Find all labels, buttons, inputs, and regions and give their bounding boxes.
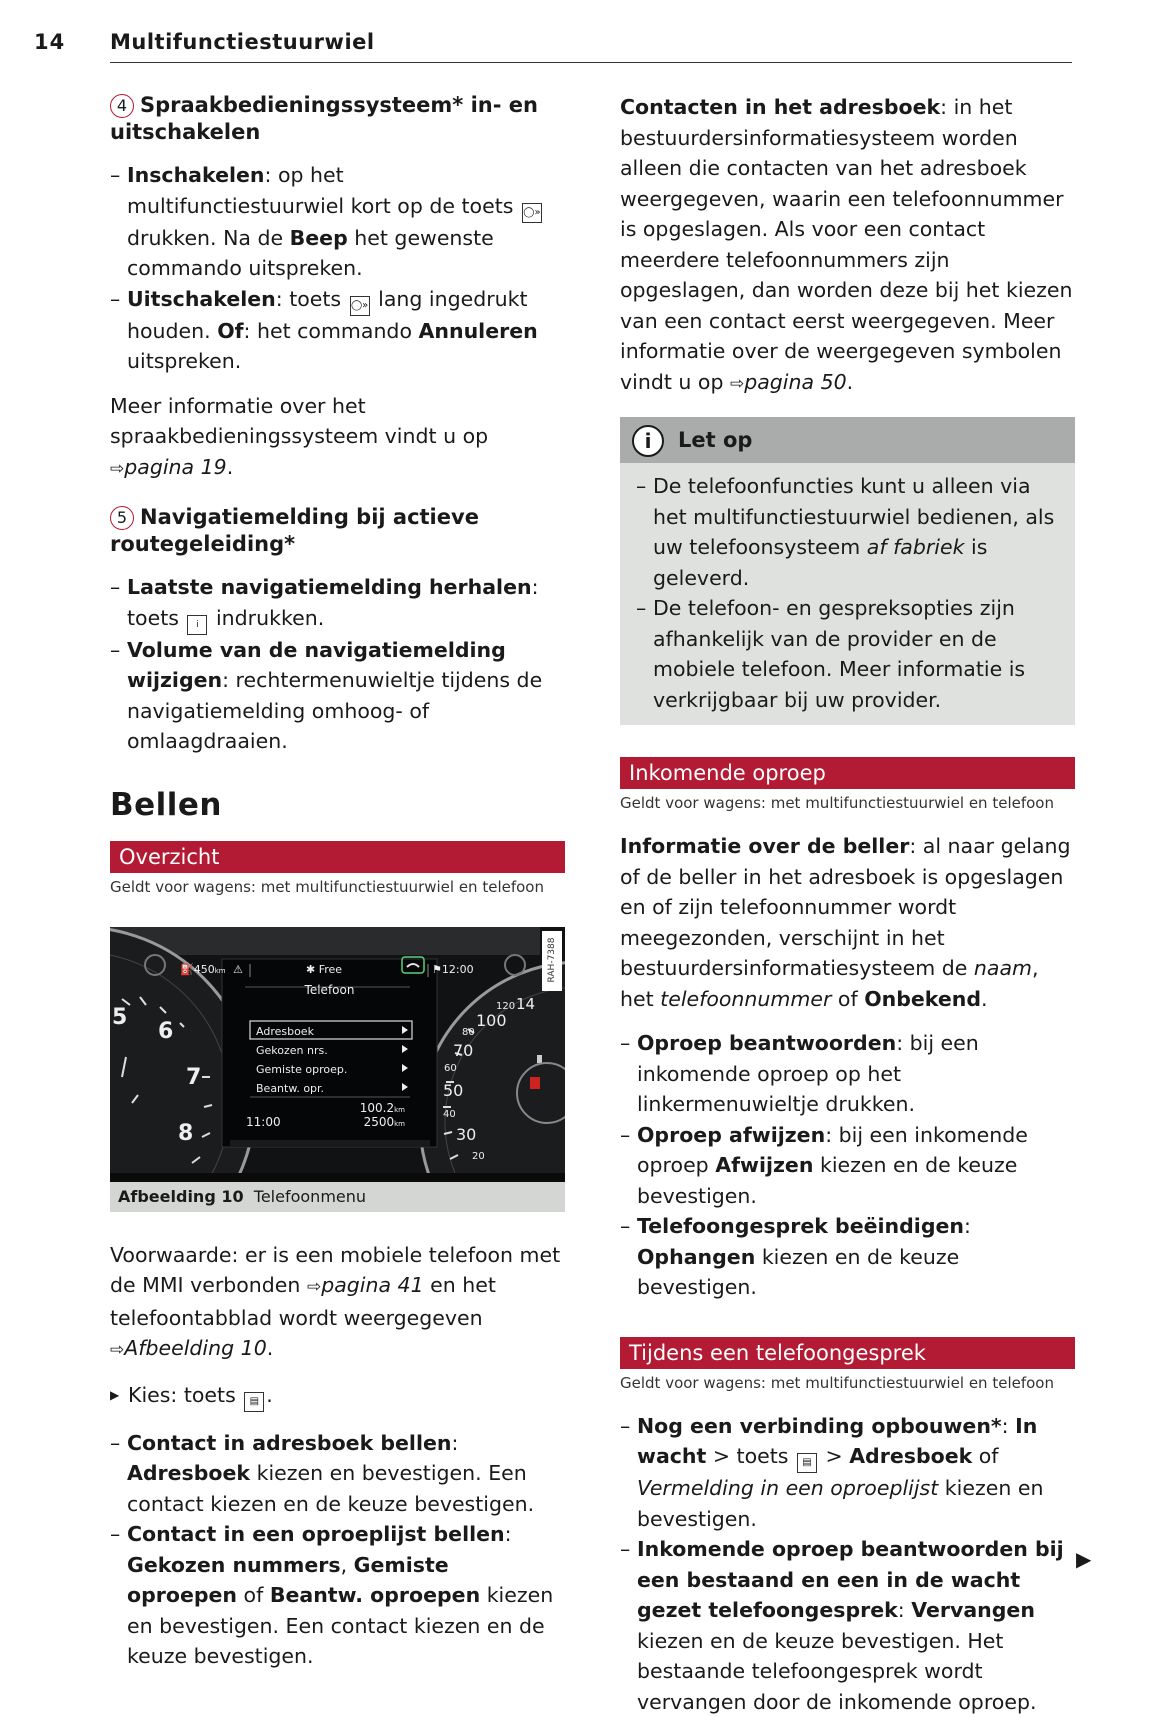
list-item: – De telefoonfuncties kunt u alleen via het multifunctiestuurwiel bedienen, als uw telefoonsysteem af fabriek is geleverd. — [636, 471, 1059, 593]
bellen-list — [110, 1428, 565, 1672]
list-item: – Contact in een oproeplijst bellen: Gekozen nummers, Gemiste oproepen of Beantw. oproepen kiezen en bevestigen. Een contact kiezen en de keuze bevestigen. — [110, 1519, 565, 1672]
more-info-voice: Meer informatie over het spraakbedieningssysteem vindt u op ⇨pagina 19. — [110, 391, 565, 485]
speed-label: 30 — [456, 1125, 476, 1144]
speed-label: 40 — [443, 1109, 456, 1120]
voice-key-icon: ◯» — [522, 203, 542, 223]
flag-icon: ⚑ — [432, 963, 442, 976]
applies-note: Geldt voor wagens: met multifunctiestuurwiel en telefoon — [110, 877, 565, 897]
page-ref-link[interactable]: pagina 41 — [321, 1273, 423, 1297]
page-ref-link[interactable]: pagina 50 — [744, 370, 846, 394]
rpm-label: 7 — [186, 1065, 201, 1090]
list-item: – Inkomende oproep beantwoorden bij een bestaand en een in de wacht gezet telefoongesprek: Vervangen kiezen en de keuze bevestigen. Het bestaande telefoongesprek wordt vervangen door de inkomende oproep. — [620, 1534, 1075, 1717]
bluetooth-icon: ✱ — [306, 963, 315, 976]
speed-label: 70 — [453, 1041, 473, 1060]
caller-info: Informatie over de beller: al naar gelang of de beller in het adresboek is opgeslagen en of zijn telefoonnummer wordt meegezonden, verschijnt in het bestuurdersinformatiesysteem de naam, het telefoonnummer of Onbekend. — [620, 831, 1075, 1014]
continue-arrow-icon: ▶ — [1076, 1547, 1091, 1571]
cluster-image — [110, 927, 565, 1182]
rpm-label: 8 — [178, 1121, 193, 1146]
clock: 11:00 — [246, 1115, 281, 1129]
list-item: – De telefoon- en gespreksopties zijn afhankelijk van de provider en de mobiele telefoon. Meer informatie is verkrijgbaar bij uw provider. — [636, 593, 1059, 715]
note-list — [620, 463, 1075, 725]
menu-title: Telefoon — [222, 983, 437, 997]
during-call-list — [620, 1411, 1075, 1717]
voice-key-icon: ◯» — [350, 296, 370, 316]
list-item: – Volume van de navigatiemelding wijzigen: rechtermenuwieltje tijdens de navigatiemelding omhoog- of omlaagdraaien. — [110, 635, 565, 757]
menu-item-adresboek[interactable]: Adresboek — [256, 1022, 347, 1041]
nav-info-key-icon: i — [187, 615, 207, 635]
phone-menu — [256, 1022, 347, 1098]
fuel-icon: ⛽ — [180, 963, 194, 976]
top-time: ⚑12:00 — [432, 963, 474, 976]
page-number: 14 — [34, 30, 65, 54]
rpm-label: 5 — [112, 1005, 127, 1030]
page-header-title: Multifunctiestuurwiel — [110, 30, 375, 54]
odometer: 100.2km 2500km — [355, 1101, 405, 1129]
note-box — [620, 417, 1075, 725]
applies-note: Geldt voor wagens: met multifunctiestuurwiel en telefoon — [620, 1373, 1075, 1393]
bellen-heading: Bellen — [110, 787, 565, 823]
speed-label: 50 — [443, 1081, 463, 1100]
section-5-heading: 5 Navigatiemelding bij actieve routegeleiding* — [110, 504, 565, 558]
number-4-icon: 4 — [110, 94, 134, 118]
speed-label: 20 — [472, 1151, 485, 1162]
section-5-list — [110, 572, 565, 757]
left-column — [110, 92, 565, 1672]
speed-label: 80 — [462, 1027, 475, 1038]
overzicht-bar: Overzicht — [110, 841, 565, 873]
speed-label: 100 — [476, 1011, 507, 1030]
figure-telefoonmenu — [110, 927, 565, 1212]
phone-menu-key-icon: ▤ — [797, 1453, 817, 1473]
list-item: – Nog een verbinding opbouwen*: In wacht > toets ▤ > Adresboek of Vermelding in een oproeplijst kiezen en bevestigen. — [620, 1411, 1075, 1535]
list-item: – Contact in adresboek bellen: Adresboek kiezen en bevestigen. Een contact kiezen en de keuze bevestigen. — [110, 1428, 565, 1520]
info-icon: i — [632, 425, 664, 457]
list-item: – Laatste navigatiemelding herhalen: toets i indrukken. — [110, 572, 565, 635]
menu-item-beantw[interactable]: Beantw. opr. — [256, 1079, 347, 1098]
warning-icon: ⚠ — [233, 963, 243, 976]
speed-label: 60 — [444, 1063, 457, 1074]
list-item: – Oproep beantwoorden: bij een inkomende oproep op het linkermenuwieltje drukken. — [620, 1028, 1075, 1120]
figure-ref-link[interactable]: Afbeelding 10 — [124, 1336, 267, 1360]
list-item: – Uitschakelen: toets ◯» lang ingedrukt houden. Of: het commando Annuleren uitspreken. — [110, 284, 565, 377]
menu-item-gekozen[interactable]: Gekozen nrs. — [256, 1041, 347, 1060]
speed-label: 120 — [496, 1001, 515, 1012]
arrow-right-icon: ⇨ — [730, 374, 744, 394]
phone-menu-key-icon: ▤ — [244, 1392, 264, 1412]
applies-note: Geldt voor wagens: met multifunctiestuurwiel en telefoon — [620, 793, 1075, 813]
arrow-right-icon: ⇨ — [110, 459, 124, 479]
figure-caption: Afbeelding 10 Telefoonmenu — [110, 1182, 565, 1212]
contacts-paragraph: Contacten in het adresboek: in het bestuurdersinformatiesysteem worden alleen die contacten van het adresboek weergegeven, waarin een telefoonnummer is opgeslagen. Als voor een contact meerdere telefoonnummers zijn opgeslagen, dan worden deze bij het kiezen van een contact eerst weergegeven. Meer informatie over de weergegeven symbolen vindt u op ⇨pagina 50. — [620, 92, 1075, 399]
incoming-bar: Inkomende oproep — [620, 757, 1075, 789]
arrow-right-icon: ⇨ — [110, 1340, 124, 1360]
figure-code-box — [542, 931, 562, 991]
rpm-label: 6 — [158, 1019, 173, 1044]
menu-item-gemiste[interactable]: Gemiste oproep. — [256, 1060, 347, 1079]
arrow-right-icon: ⇨ — [307, 1277, 321, 1297]
kies-instruction: ▶ Kies: toets ▤ . — [110, 1380, 565, 1412]
list-item: – Inschakelen: op het multifunctiestuurwiel kort op de toets ◯» drukken. Na de Beep het gewenste commando uitspreken. — [110, 160, 565, 284]
incoming-list — [620, 1028, 1075, 1303]
speed-label: 14 — [516, 995, 535, 1013]
section-4-list — [110, 160, 565, 377]
figure-code: RAH-7388 — [547, 930, 557, 990]
right-column — [620, 92, 1075, 1717]
voorwaarde: Voorwaarde: er is een mobiele telefoon met de MMI verbonden ⇨pagina 41 en het telefoontabblad wordt weergegeven ⇨Afbeelding 10. — [110, 1240, 565, 1366]
trip-readout: ⛽450km ⚠ — [180, 963, 243, 976]
section-4-heading: 4 Spraakbedieningssysteem* in- en uitschakelen — [110, 92, 565, 146]
during-call-bar: Tijdens een telefoongesprek — [620, 1337, 1075, 1369]
bluetooth-status: ✱ Free — [306, 963, 342, 976]
list-item: – Oproep afwijzen: bij een inkomende oproep Afwijzen kiezen en de keuze bevestigen. — [620, 1120, 1075, 1212]
header-rule — [110, 62, 1072, 63]
number-5-icon: 5 — [110, 506, 134, 530]
note-header: i Let op — [620, 417, 1075, 463]
page-ref-link[interactable]: pagina 19 — [124, 455, 226, 479]
list-item: – Telefoongesprek beëindigen: Ophangen kiezen en de keuze bevestigen. — [620, 1211, 1075, 1303]
